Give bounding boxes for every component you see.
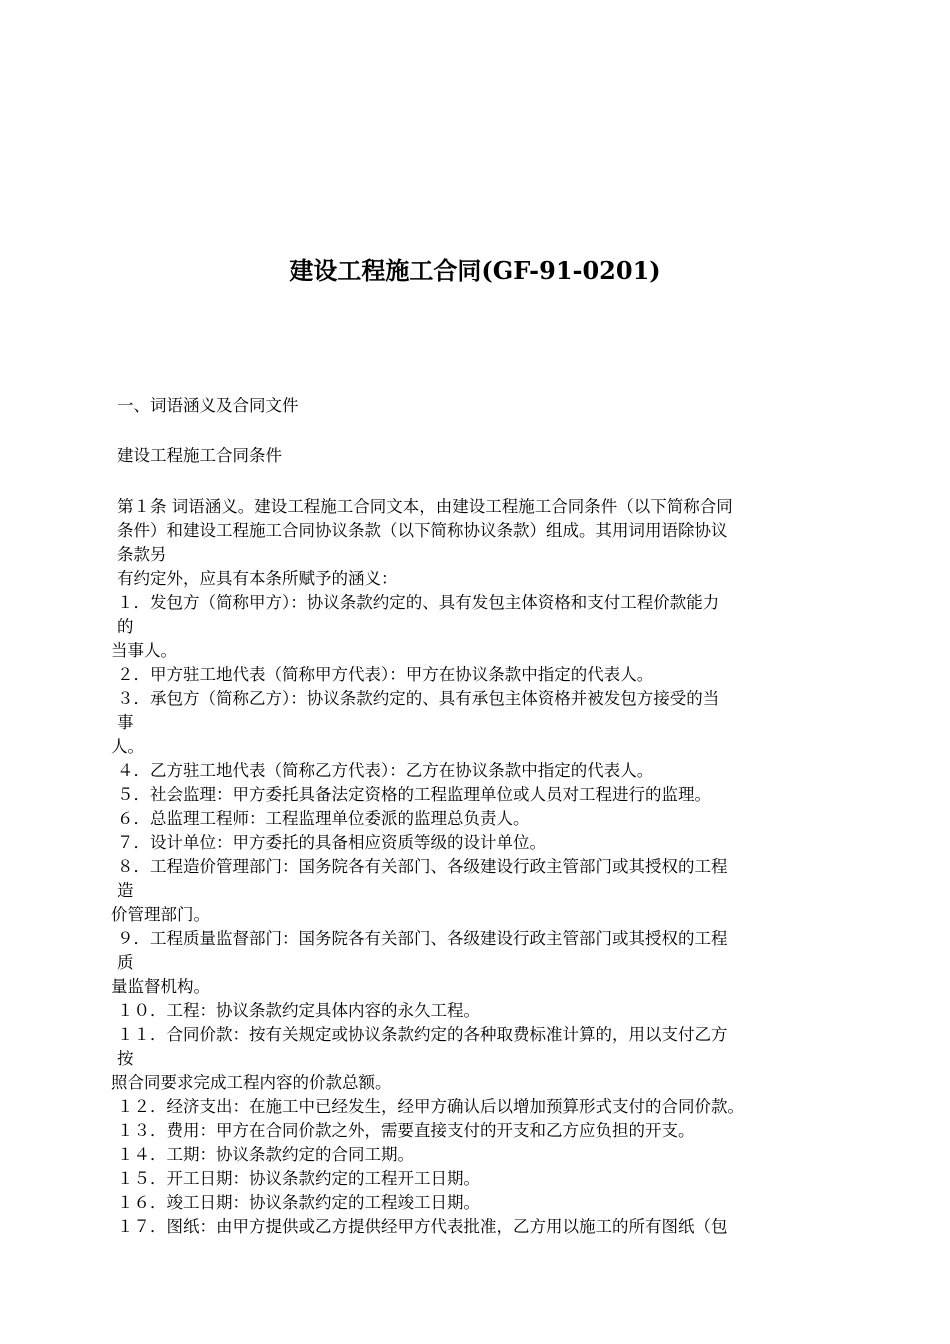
body-text xyxy=(111,495,847,1239)
text-line: ９．工程质量监督部门：国务院各有关部门、各级建设行政主管部门或其授权的工程 xyxy=(117,929,728,948)
text-line: １５．开工日期：协议条款约定的工程开工日期。 xyxy=(117,1169,480,1188)
text-line: ５．社会监理：甲方委托具备法定资格的工程监理单位或人员对工程进行的监理。 xyxy=(117,785,711,804)
text-line: 的 xyxy=(117,617,134,636)
text-line: １７．图纸：由甲方提供或乙方提供经甲方代表批准，乙方用以施工的所有图纸（包 xyxy=(117,1217,728,1236)
text-line: 条款另 xyxy=(117,545,167,564)
text-line: ３．承包方（简称乙方）：协议条款约定的、具有承包主体资格并被发包方接受的当 xyxy=(117,689,720,708)
text-line: 照合同要求完成工程内容的价款总额。 xyxy=(111,1073,392,1092)
text-line: １２．经济支出：在施工中已经发生，经甲方确认后以增加预算形式支付的合同价款。 xyxy=(117,1097,744,1116)
section-heading: 一、词语涵义及合同文件 xyxy=(117,396,299,415)
text-line: １４．工期：协议条款约定的合同工期。 xyxy=(117,1145,414,1164)
document-title: 建设工程施工合同(GF-91-0201) xyxy=(289,256,661,285)
text-line: ４．乙方驻工地代表（简称乙方代表）：乙方在协议条款中指定的代表人。 xyxy=(117,761,654,780)
text-line: 事 xyxy=(117,713,134,732)
text-line: ７．设计单位：甲方委托的具备相应资质等级的设计单位。 xyxy=(117,833,546,852)
subheading: 建设工程施工合同条件 xyxy=(117,446,282,465)
text-line: 人。 xyxy=(111,737,144,756)
text-line: 价管理部门。 xyxy=(111,905,210,924)
text-line: ６．总监理工程师：工程监理单位委派的监理总负责人。 xyxy=(117,809,530,828)
text-line: １６．竣工日期：协议条款约定的工程竣工日期。 xyxy=(117,1193,480,1212)
text-line: 第１条 词语涵义。建设工程施工合同文本，由建设工程施工合同条件（以下简称合同 xyxy=(117,497,733,516)
text-line: 条件）和建设工程施工合同协议条款（以下简称协议条款）组成。其用词用语除协议 xyxy=(117,521,728,540)
text-line: １３．费用：甲方在合同价款之外，需要直接支付的开支和乙方应负担的开支。 xyxy=(117,1121,695,1140)
text-line: 按 xyxy=(117,1049,134,1068)
text-line: １０．工程：协议条款约定具体内容的永久工程。 xyxy=(117,1001,480,1020)
text-line: 量监督机构。 xyxy=(111,977,210,996)
text-line: ２．甲方驻工地代表（简称甲方代表）：甲方在协议条款中指定的代表人。 xyxy=(117,665,654,684)
text-line: 有约定外，应具有本条所赋予的涵义： xyxy=(117,569,398,588)
text-line: 质 xyxy=(117,953,134,972)
text-line: １．发包方（简称甲方）：协议条款约定的、具有发包主体资格和支付工程价款能力 xyxy=(117,593,720,612)
text-line: ８．工程造价管理部门：国务院各有关部门、各级建设行政主管部门或其授权的工程 xyxy=(117,857,728,876)
text-line: １１．合同价款：按有关规定或协议条款约定的各种取费标准计算的，用以支付乙方 xyxy=(117,1025,728,1044)
text-line: 造 xyxy=(117,881,134,900)
text-line: 当事人。 xyxy=(111,641,177,660)
